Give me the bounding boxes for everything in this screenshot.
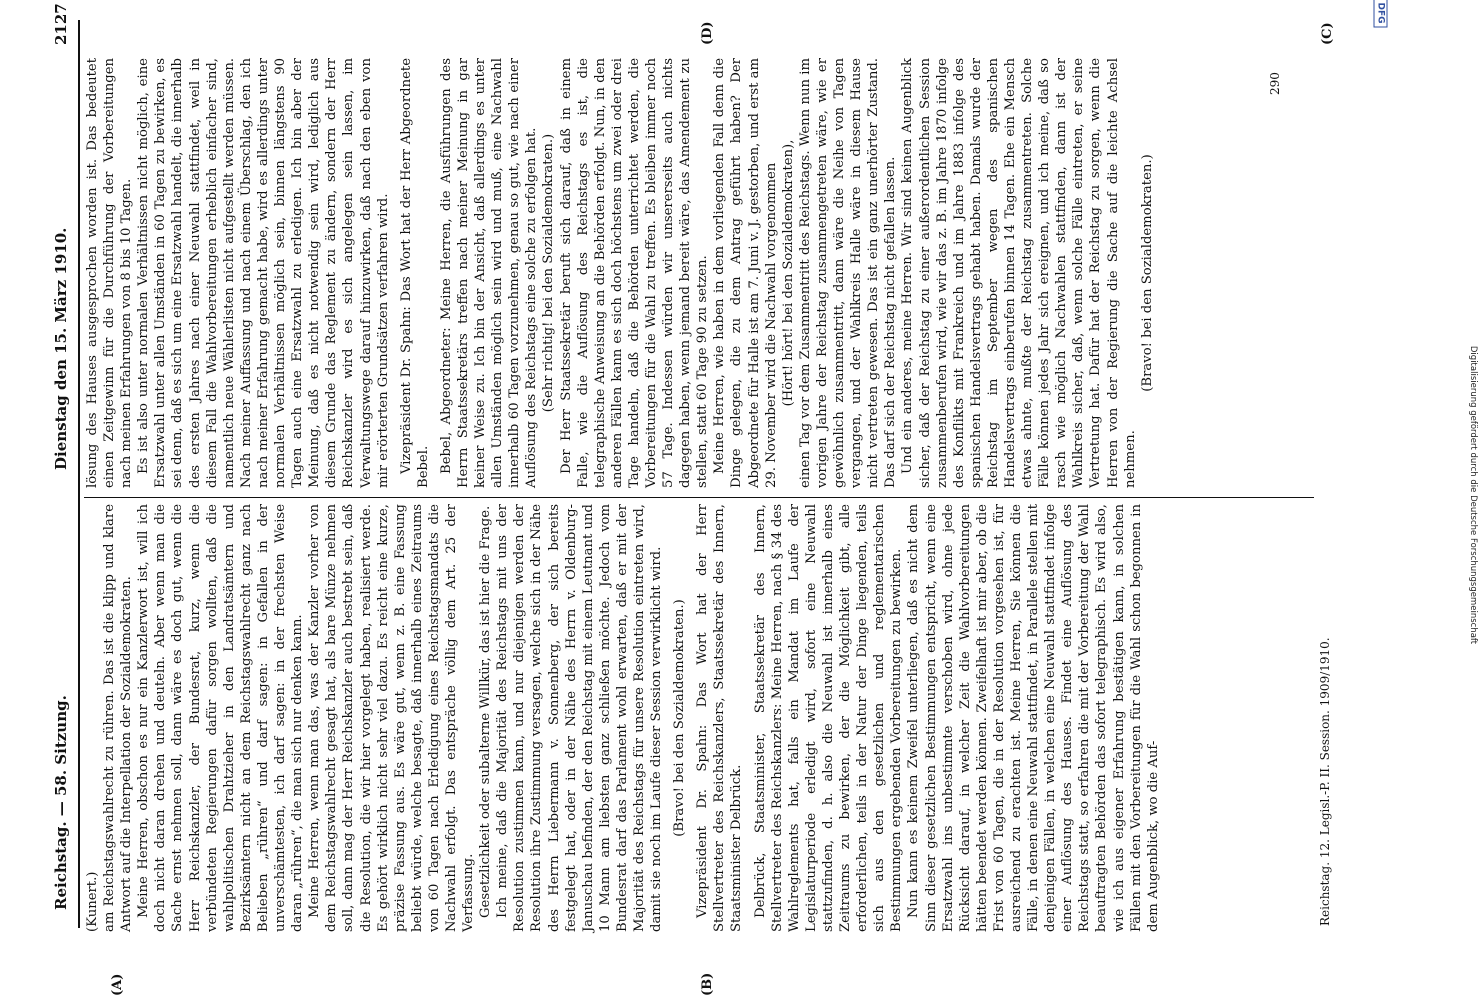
- speaker-note: (Kunert.): [85, 871, 100, 932]
- footer-sheet-number: 290: [1268, 72, 1282, 95]
- paragraph: Es ist also unter normalen Verhältnissen nicht möglich, eine Ersatzwahl unter allen Umständen in 60 Tagen zu bewirken, es sei denn, daß es sich um eine Ersatzwahl handelt, die innerhalb des ersten Jahres nach einer Neuwahl stattfindet, weil in diesem Fall die Wahlvorbereitungen erheblich einfacher sind, namentlich neue Wählerlisten nicht aufgestellt werden müssen. Nach meiner Auffassung und nach einem Überschlag, den ich nach meiner Erfahrung gemacht habe, wird es allerdings unter normalen Verhältnissen möglich sein, binnen längstens 90 Tagen auch eine Ersatzwahl zu erledigen. Ich bin aber der Meinung, daß es nicht notwendig sein wird, lediglich aus diesem Grunde das Reglement zu ändern, sondern der Herr Reichskanzler wird es sich angelegen sein lassen, im Verwaltungswege darauf hinzuwirken, daß nach den eben von mir erörterten Grundsätzen verfahren wird.: [136, 58, 391, 488]
- vice-president-note: Vizepräsident Dr. Spahn: Das Wort hat der Herr Abgeordnete Bebel.: [398, 58, 431, 488]
- paragraph: einen Tag vor dem Zusammentritt des Reichstags. Wenn nun im vorigen Jahre der Reichstag zusammengetreten wäre, wie er gewöhnlich zusammentritt, dann wäre die Neihe von Tagen vergangen, und der Wahlkreis Halle wäre in diesem Hause nicht vertreten gewesen. Das ist ein ganz unerhörter Zustand. Das darf sich der Reichstag nicht gefallen lassen.: [797, 58, 899, 488]
- paragraph: Meine Herren, wenn man das, was der Kanzler vorher von dem Reichstagswahlrecht gesagt hat, als bare Münze nehmen soll, dann mag der Herr Reichskanzler auch bestrebt sein, daß die Resolution, die wir hier vorgelegt haben, realisiert werde. Es gehört wirklich nicht sehr viel dazu. Es reicht eine kurze, präzise Fassung aus. Es wäre gut, wenn z. B. eine Fassung beliebt würde, welche besagte, daß innerhalb eines Zeitraums von 60 Tagen nach Erledigung eines Reichstagsmandats die Nachwahl erfolgt. Das entspräche völlig dem Art. 25 der Verfassung.: [307, 504, 477, 932]
- margin-mark-c: (C): [1320, 22, 1335, 45]
- applause-note: (Bravo! bei den Sozialdemokraten.): [672, 599, 688, 837]
- paragraph: Gesetzlichkeit oder subalterne Willkür, das ist hier die Frage.: [478, 505, 494, 918]
- footer-session: Reichstag. 12. Legisl.-P. II. Session. 1909/1910.: [1318, 637, 1332, 926]
- paragraph: am Reichstagswahlrecht zu rühren. Das ist die klipp und klare Antwort auf die Interpellation der Sozialdemokraten.: [102, 504, 135, 932]
- paragraph: Der Herr Staatssekretär beruft sich darauf, daß in einem Falle, wie die Auflösung des Reichstags es ist, die telegraphische Anweisung an die Behörden erfolgt. Nun, in den anderen Fällen kann es sich doch höchstens um zwei oder drei Tage handeln, daß die Behörden unterrichtet werden, die Vorbereitungen für die Wahl zu treffen. Es bleiben immer noch 57 Tage. Indessen würden wir unsererseits auch nichts dagegen haben, wenn jemand bereit wäre, das Amendement zu stellen, statt 60 Tage 90 zu setzen.: [558, 58, 711, 488]
- right-column: [84, 58, 1314, 488]
- interjection: (Hört! hört! bei den Sozialdemokraten),: [780, 139, 796, 407]
- dfg-logo: DFG: [1374, 0, 1388, 28]
- paragraph: Delbrück, Staatsminister, Staatssekretär des Innern, Stellvertreter des Reichskanzlers: Meine Herren, nach § 34 des Wahlreglements hat, falls ein Mandat im Laufe der Legislaturperiode erledigt wird, sofort eine Neuwahl stattzufinden, d. h. also die Neuwahl ist innerhalb eines Zeitraums zu bewirken, der die Möglichkeit gibt, alle erforderlichen, teils in der Natur der Dinge liegenden, teils sich aus den gesetzlichen und reglementarischen Bestimmungen ergebenden Vorbereitungen zu bewirken.: [752, 504, 905, 932]
- paragraph: Meine Herren, wie haben in dem vorliegenden Fall denn die Dinge gelegen, die zu dem Antrag geführt haben? Der Abgeordnete für Halle ist am 7. Juni v. J. gestorben, und erst am 29. November wird die Nachwahl vorgenommen: [712, 58, 779, 488]
- page-number: 2127: [52, 3, 70, 45]
- paragraph: Nun kann es keinem Zweifel unterliegen, daß es nicht dem Sinn dieser gesetzlichen Bestimmungen entspricht, wenn eine Ersatzwahl ins unbestimmte verschoben wird, ohne jede Rücksicht darauf, in welcher Zeit die Wahlvorbereitungen hätten beendet werden können. Zweifelhaft ist mir aber, ob die Frist von 60 Tagen, die in der Resolution vorgesehen ist, für ausreichend zu erachten ist. Meine Herren, Sie können die Fälle, in denen eine Neuwahl stattfindet, in Parallele stellen mit denjenigen Fällen, in welchen eine Neuwahl stattfindet infolge einer Auflösung des Hauses. Findet eine Auflösung des Reichstags statt, so erfahren die mit der Vorbereitung der Wahl beauftragten Behörden das sofort telegraphisch. Es wird also, wie ich aus eigener Erfahrung bestätigen kann, in solchen Fällen mit den Vorbereitungen für die Wahl schon begonnen in dem Augenblick, wo die Auf-: [906, 504, 1161, 932]
- margin-mark-d: (D): [700, 21, 715, 45]
- column-divider: [84, 497, 1314, 498]
- paragraph: Bebel, Abgeordneter: Meine Herren, die Ausführungen des Herrn Staatssekretärs treffen nach meiner Meinung in gar keiner Weise zu. Ich bin der Ansicht, daß allerdings es unter allen Umständen möglich sein wird und muß, eine Nachwahl innerhalb 60 Tagen vorzunehmen, genau so gut, wie nach einer Auflösung des Reichstags eine solche zu erfolgen hat.: [438, 58, 540, 488]
- paragraph: Meine Herren, obschon es nur ein Kanzlerwort ist, will ich doch nicht daran drehen und deuteln. Aber wenn man die Sache ernst nehmen soll, dann wäre es doch gut, wenn die Herr Reichskanzler, der Bundesrat, kurz, wenn die verbündeten Regierungen dafür sorgen wollten, daß die wahlpolitischen Drahtzieher in den Landratsämtern und Bezirksämtern nicht an dem Reichstagswahlrecht ganz nach Belieben „rühren“ und darf sagen: in Gefallen in der unverschämtesten, ich darf sagen: in der frechsten Weise daran „rühren“, die man sich nur denken kann.: [136, 504, 306, 932]
- interjection: (Sehr richtig! bei den Sozialdemokraten.): [541, 133, 557, 413]
- left-column: [84, 504, 1314, 932]
- header-rule: [78, 20, 80, 928]
- margin-mark-a: (A): [110, 973, 125, 996]
- vice-president-note: Vizepräsident Dr. Spahn: Das Wort hat der Herr Stellvertreter des Reichskanzlers, Staatssekretär des Innern, Staatsminister Delbrück.: [695, 504, 745, 932]
- header-date: Dienstag den 15. März 1910.: [52, 227, 70, 470]
- digitization-credit: Digitalisierung gefördert durch die Deutsche Forschungsgemeinschaft: [1468, 345, 1478, 645]
- header-left: Reichstag. — 58. Sitzung.: [52, 695, 70, 910]
- paragraph: Und ein anderes, meine Herren. Wir sind keinen Augenblick sicher, daß der Reichstag zu einer außerordentlichen Session zusammenberufen wird, wie wir das z. B. im Jahre 1870 infolge des Konflikts mit Frankreich und im Jahre 1883 infolge des spanischen Handelsvertrags gehabt haben. Damals wurde der Reichstag im September wegen des spanischen Handelsvertrags einberufen binnen 14 Tagen. Ehe ein Mensch etwas ahnte, mußte der Reichstag zusammentreten. Solche Fälle können jedes Jahr sich ereignen, und ich meine, daß so rasch wie möglich Nachwahlen stattfinden, dann ist der Wahlkreis sicher, daß, wenn solche Fälle eintreten, er seine Vertretung hat. Dafür hat der Reichstag zu sorgen, wenn die Herren von der Regierung die Sache auf die leichte Achsel nehmen.: [900, 58, 1138, 488]
- applause-note: (Bravo! bei den Sozialdemokraten.): [1139, 154, 1155, 392]
- margin-mark-b: (B): [700, 972, 715, 996]
- paragraph: lösung des Hauses ausgesprochen worden ist. Das bedeutet einen Zeitgewinn für die Durchführung der Vorbereitungen nach meinen Erfahrungen von 8 bis 10 Tagen.: [85, 58, 135, 488]
- paragraph: Ich meine, daß die Majorität des Reichstags mit uns der Resolution zustimmen kann, und nur diejenigen werden der Resolution ihre Zustimmung versagen, welche sich in der Nähe des Herrn Liebermann v. Sonnenberg, der sich bereits festgelegt hat, oder in der Nähe des Herrn v. Oldenburg-Januschau befinden, der den Reichstag mit einem Leutnant und 10 Mann am liebsten ganz schließen möchte. Jedoch vom Bundesrat darf das Parlament wohl erwarten, daß er mit der Majorität des Reichstags für unsere Resolution eintreten wird, damit sie noch im Laufe dieser Session verwirklicht wird.: [495, 504, 665, 932]
